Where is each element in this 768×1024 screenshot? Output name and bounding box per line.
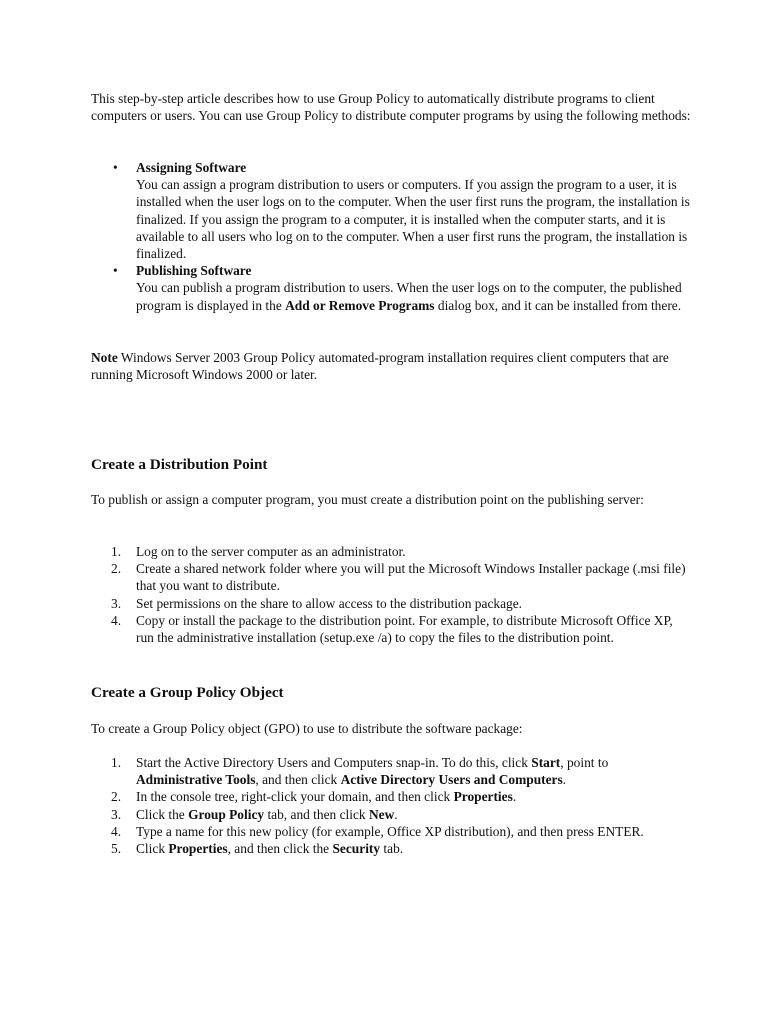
list-item — [91, 788, 691, 805]
distribution-steps — [91, 543, 691, 646]
step-text: Copy or install the package to the distribution point. For example, to distribute Microsoft Office XP, run the administrative installation (setup.exe /a) to copy the files to the distribution point. — [136, 612, 673, 646]
distribution-intro-block — [91, 491, 691, 508]
step-number: 3. — [111, 595, 122, 611]
step-number: 2. — [111, 561, 122, 577]
list-item — [91, 754, 691, 788]
method-body-part: You can publish a program distribution to users. When the user logs on to the computer, the published program is displayed in the — [136, 280, 682, 313]
step-text: Create a shared network folder where you will put the Microsoft Windows Installer package (.msi file) that you want to distribute. — [136, 561, 686, 594]
step-text: Click the — [136, 806, 189, 822]
bullet-icon: • — [113, 263, 118, 279]
step-text: Log on to the server computer as an administrator. — [136, 544, 406, 559]
step-bold: Security — [332, 841, 381, 857]
note-text: Windows Server 2003 Group Policy automated-program installation requires client computers that are running Microsoft Windows 2000 or later. — [91, 350, 669, 383]
list-item — [91, 612, 691, 646]
step-bold: Properties — [168, 841, 228, 857]
step-text: . — [512, 789, 517, 805]
step-text: tab. — [380, 841, 404, 857]
bullet-icon: • — [113, 160, 118, 175]
step-number: 5. — [111, 841, 122, 857]
step-number: 1. — [111, 544, 122, 559]
list-item — [91, 595, 691, 612]
method-title: Assigning Software — [136, 160, 247, 175]
step-bold: Administrative Tools — [136, 772, 256, 788]
step-text: Set permissions on the share to allow access to the distribution package. — [136, 595, 523, 611]
step-bold: Start — [531, 755, 561, 770]
section-intro: To publish or assign a computer program, you must create a distribution point on the publishing server: — [91, 492, 644, 507]
step-bold: Group Policy — [188, 806, 265, 822]
step-text: Type a name for this new policy (for example, Office XP distribution), and then press ENTER. — [136, 823, 644, 839]
step-number: 1. — [111, 755, 122, 770]
list-item — [91, 806, 691, 823]
distribution-heading-block — [91, 455, 691, 474]
step-text: In the console tree, right-click your domain, and then click — [136, 789, 454, 805]
section-heading: Create a Distribution Point — [91, 456, 268, 473]
gpo-intro-block — [91, 720, 691, 737]
step-text: . — [562, 772, 567, 788]
method-body-part: dialog box, and it can be installed from there. — [434, 297, 682, 313]
method-body-bold: Add or Remove Programs — [285, 297, 435, 313]
methods-list — [91, 159, 691, 314]
step-number: 4. — [111, 612, 122, 628]
step-bold: Active Directory Users and Computers — [340, 772, 563, 788]
step-number: 3. — [111, 806, 122, 822]
step-text: , and then click the — [227, 841, 333, 857]
step-text: Click — [136, 841, 169, 857]
step-text: . — [394, 806, 398, 822]
section-intro: To create a Group Policy object (GPO) to use to distribute the software package: — [91, 721, 523, 736]
method-title: Publishing Software — [136, 263, 252, 279]
step-text: , point to — [560, 755, 609, 770]
step-number: 2. — [111, 789, 122, 805]
method-body: You can assign a program distribution to users or computers. If you assign the program to a user, it is installed when the user logs on to the computer. When the user first runs the program, the installation is finalized. If you assign the program to a computer, it is installed when the computer starts, and it is available to all users who log on to the computer. When a user first runs the program, the installation is finalized. — [136, 177, 690, 262]
list-item — [91, 823, 691, 840]
step-text: Start the Active Directory Users and Computers snap-in. To do this, click — [136, 755, 532, 770]
step-bold: New — [368, 806, 395, 822]
section-heading: Create a Group Policy Object — [91, 684, 284, 701]
step-text: tab, and then click — [264, 806, 369, 822]
gpo-heading-block — [91, 683, 691, 702]
intro-text: This step-by-step article describes how to use Group Policy to automatically distribute programs to client computers or users. You can use Group Policy to distribute computer programs by using the following methods: — [91, 91, 691, 124]
note-paragraph — [91, 349, 691, 383]
gpo-steps — [91, 754, 691, 857]
note-label: Note — [91, 350, 118, 365]
list-item — [91, 840, 691, 857]
step-number: 4. — [111, 823, 122, 839]
list-item — [91, 262, 691, 314]
list-item — [91, 543, 691, 560]
list-item — [91, 159, 691, 262]
list-item — [91, 560, 691, 594]
step-text: , and then click — [255, 772, 341, 788]
intro-paragraph — [91, 90, 691, 124]
step-bold: Properties — [453, 789, 513, 805]
